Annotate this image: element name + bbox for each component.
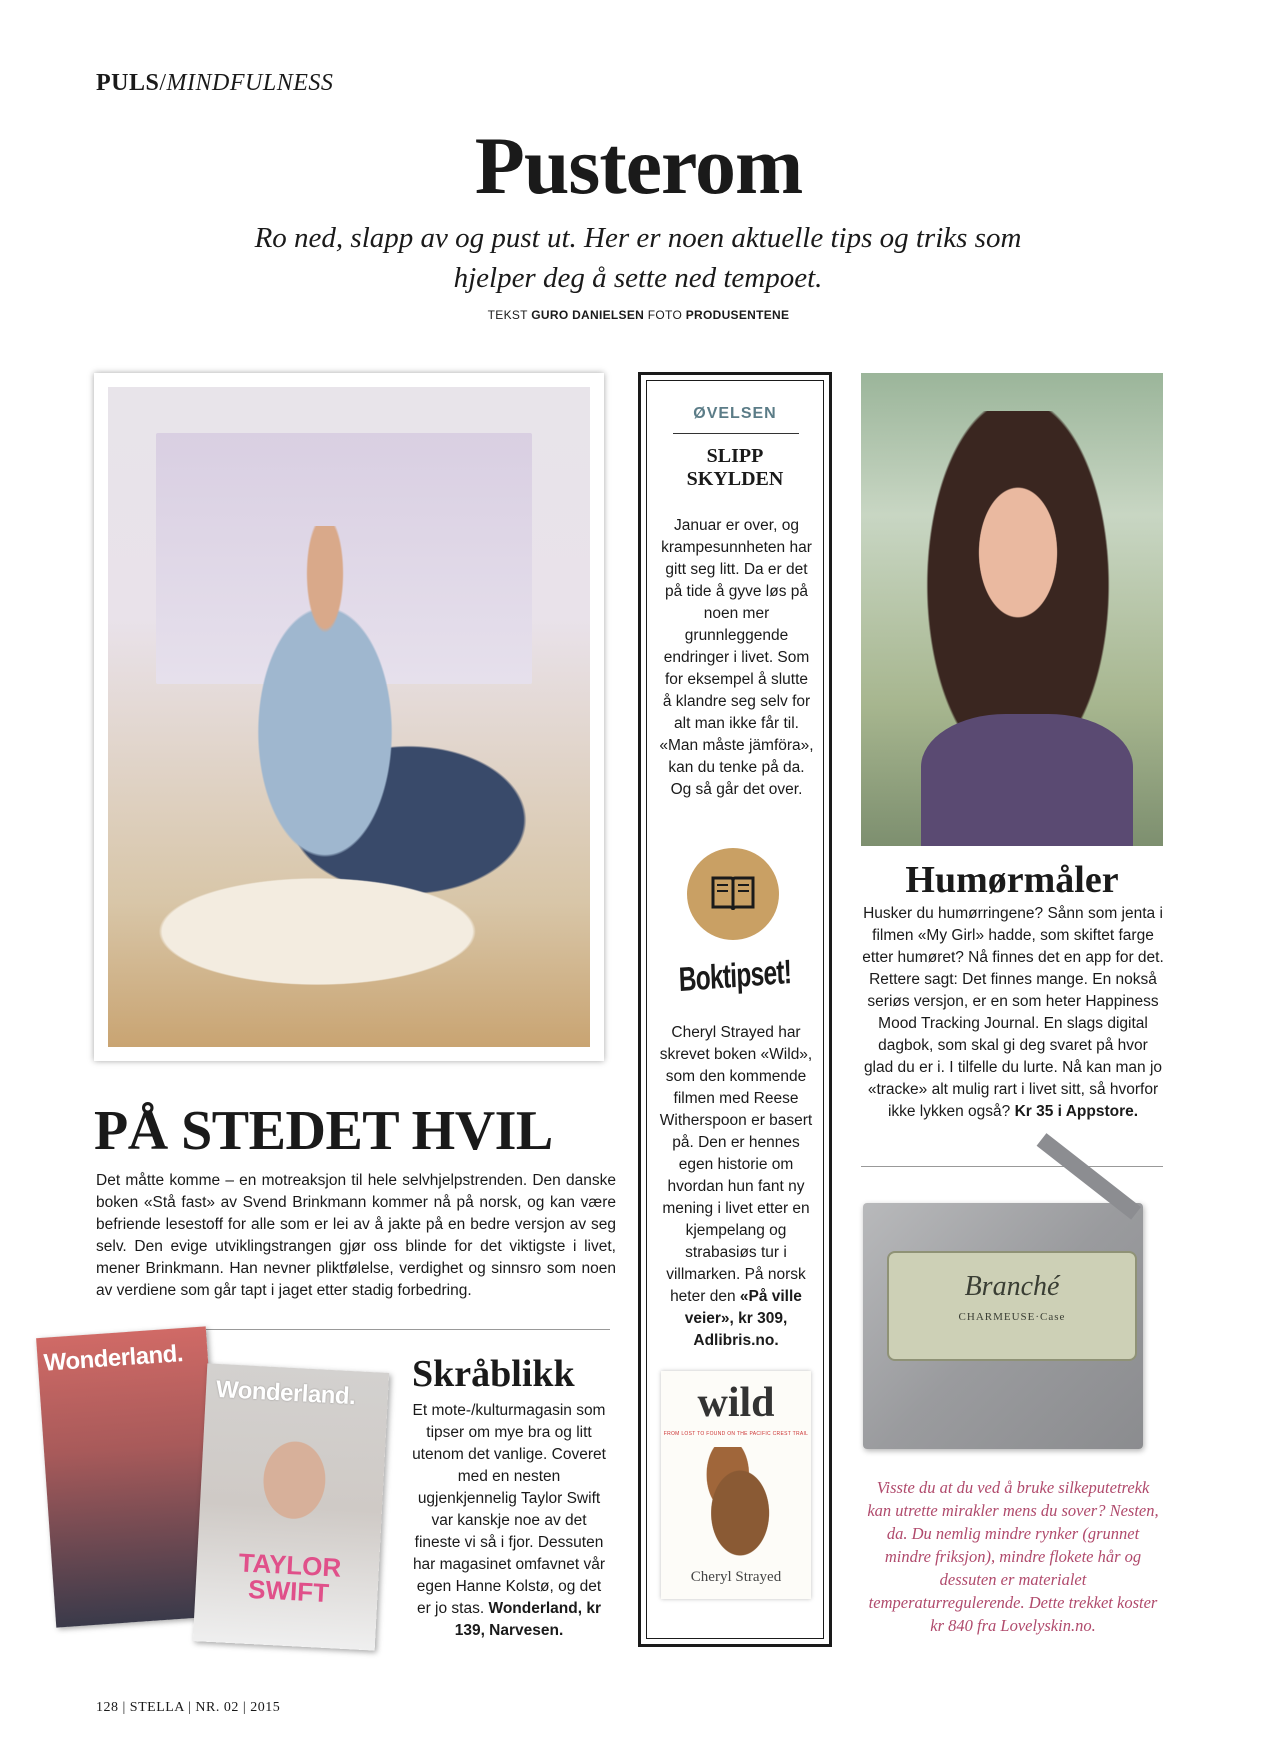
subsection-name: MINDFULNESS — [166, 70, 334, 96]
magazine-price: Wonderland, kr 139, Narvesen. — [454, 1600, 602, 1639]
section-tag — [96, 70, 333, 97]
divider — [673, 433, 799, 434]
divider — [206, 1329, 610, 1330]
product-brand: Branché — [964, 1271, 1060, 1302]
product-model: CHARMEUSE·Case — [958, 1311, 1066, 1323]
sidebar-box — [638, 372, 832, 1647]
magazine-cover-taylor — [193, 1363, 389, 1650]
magazine-cover-headline: TAYLOR SWIFT — [237, 1547, 342, 1609]
book-cover-title: wild — [697, 1380, 775, 1426]
silk-caption: Visste du at du ved å bruke silkeputetrekk kan utrette mirakler mens du sover? Nesten, da. Du nemlig mindre rynker (grunnet mindre friksjon), mindre flokete hår og dessuten er materialet temperaturregulerende. Dette trekket koster kr 840 fra Lovelyskin.no. — [867, 1478, 1159, 1635]
book-cover-subtitle: FROM LOST TO FOUND ON THE PACIFIC CREST TRAIL — [663, 1431, 809, 1437]
mood-heading: Humørmåler — [905, 859, 1119, 901]
book-tip-price: «På ville veier», kr 309, Adlibris.no. — [684, 1288, 802, 1349]
magazine-body-text: Et mote-/kulturmagasin som tipser om mye bra og litt utenom det vanlige. Coveret med en nesten ugjenkjennelig Taylor Swift var kanskje noe av det fineste vi så i fjor. Dessuten har magasinet omfavnet vår egen Hanne Kolstø, og det er jo stas. — [412, 1402, 606, 1617]
magazine-body — [412, 1400, 606, 1642]
exercise-label: ØVELSEN — [693, 405, 777, 422]
article-heading: PÅ STEDET HVIL — [94, 1100, 553, 1162]
exercise-title-line: SKYLDEN — [686, 468, 784, 490]
magazine-cover-name: Wonderland. — [42, 1340, 184, 1377]
article-body: Det måtte komme – en motreaksjon til hele selvhjelpstrenden. Den danske boken «Stå fast» av Svend Brinkmann kommer nå på norsk, og kan være befriende lesestoff for alle som er lei av å jakte på en bedre versjon av seg selv. Den evige utviklingstrangen gjør oss blinde for det viktigste i livet, mener Brinkmann. Han nevner pliktfølelse, verdighet og sinnsro som noen av verdiene som går tapt i jaget etter stadig forbedring. — [96, 1172, 616, 1299]
photo-silk-pillowcase — [863, 1203, 1161, 1453]
book-tip-body — [657, 1022, 815, 1352]
mood-body — [862, 903, 1164, 1123]
photo-woman-with-dog — [94, 373, 604, 1061]
photo-smiling-woman — [861, 373, 1163, 846]
divider — [861, 1166, 1163, 1167]
credit-text-name: GURO DANIELSEN — [531, 308, 645, 322]
book-cover-wild — [661, 1371, 811, 1599]
credit-photo-name: PRODUSENTENE — [685, 308, 790, 322]
magazine-cover-name: Wonderland. — [215, 1375, 356, 1411]
exercise-title — [641, 445, 829, 491]
mood-price: Kr 35 i Appstore. — [1014, 1103, 1139, 1120]
section-name: PULS — [96, 70, 160, 96]
exercise-title-line: SLIPP — [706, 445, 764, 467]
boot-illustration — [695, 1447, 777, 1557]
deck: Ro ned, slapp av og pust ut. Her er noen aktuelle tips og triks som hjelper deg å sette ned tempoet. — [254, 222, 1022, 294]
mood-body-text: Husker du humørringene? Sånn som jenta i filmen «My Girl» hadde, som skiftet farge etter humøret? Nå finnes det en app for det. Rettere sagt: Det finnes mange. En nokså seriøs versjon, er en som heter Happiness Mood Tracking Journal. En slags digital dagbok, som skal gi deg svaret på hvor glad du er i. I tilfelle du lurte. Nå kan man jo «tracke» alt mulig rart i livet sitt, så hvorfor ikke lykken også? — [862, 905, 1164, 1120]
book-tip-text: Cheryl Strayed har skrevet boken «Wild», som den kommende filmen med Reese Witherspoon er basert på. Den er hennes egen historie om hvordan hun fant ny mening i livet etter en kjempelang og strabasiøs tur i villmarken. På norsk heter den — [659, 1024, 813, 1305]
credit-photo-label: FOTO — [647, 308, 683, 322]
page-title: Pusterom — [474, 120, 803, 211]
magazine-heading: Skråblikk — [412, 1353, 575, 1395]
exercise-body: Januar er over, og krampesunnheten har gitt seg litt. Da er det på tide å gyve løs på noen mer grunnleggende endringer i livet. Som for eksempel å slutte å klandre seg selv for alt man ikke får til. «Man måste jämföra», kan du tenke på da. Og så går det over. — [659, 517, 814, 798]
credits — [0, 308, 1277, 322]
credit-text-label: TEKST — [487, 308, 528, 322]
book-tip-title: Boktipset! — [678, 952, 792, 1000]
book-cover-author: Cheryl Strayed — [690, 1569, 782, 1585]
folio: 128 | STELLA | NR. 02 | 2015 — [96, 1700, 281, 1715]
book-icon — [687, 848, 779, 940]
section-separator: / — [159, 70, 167, 96]
